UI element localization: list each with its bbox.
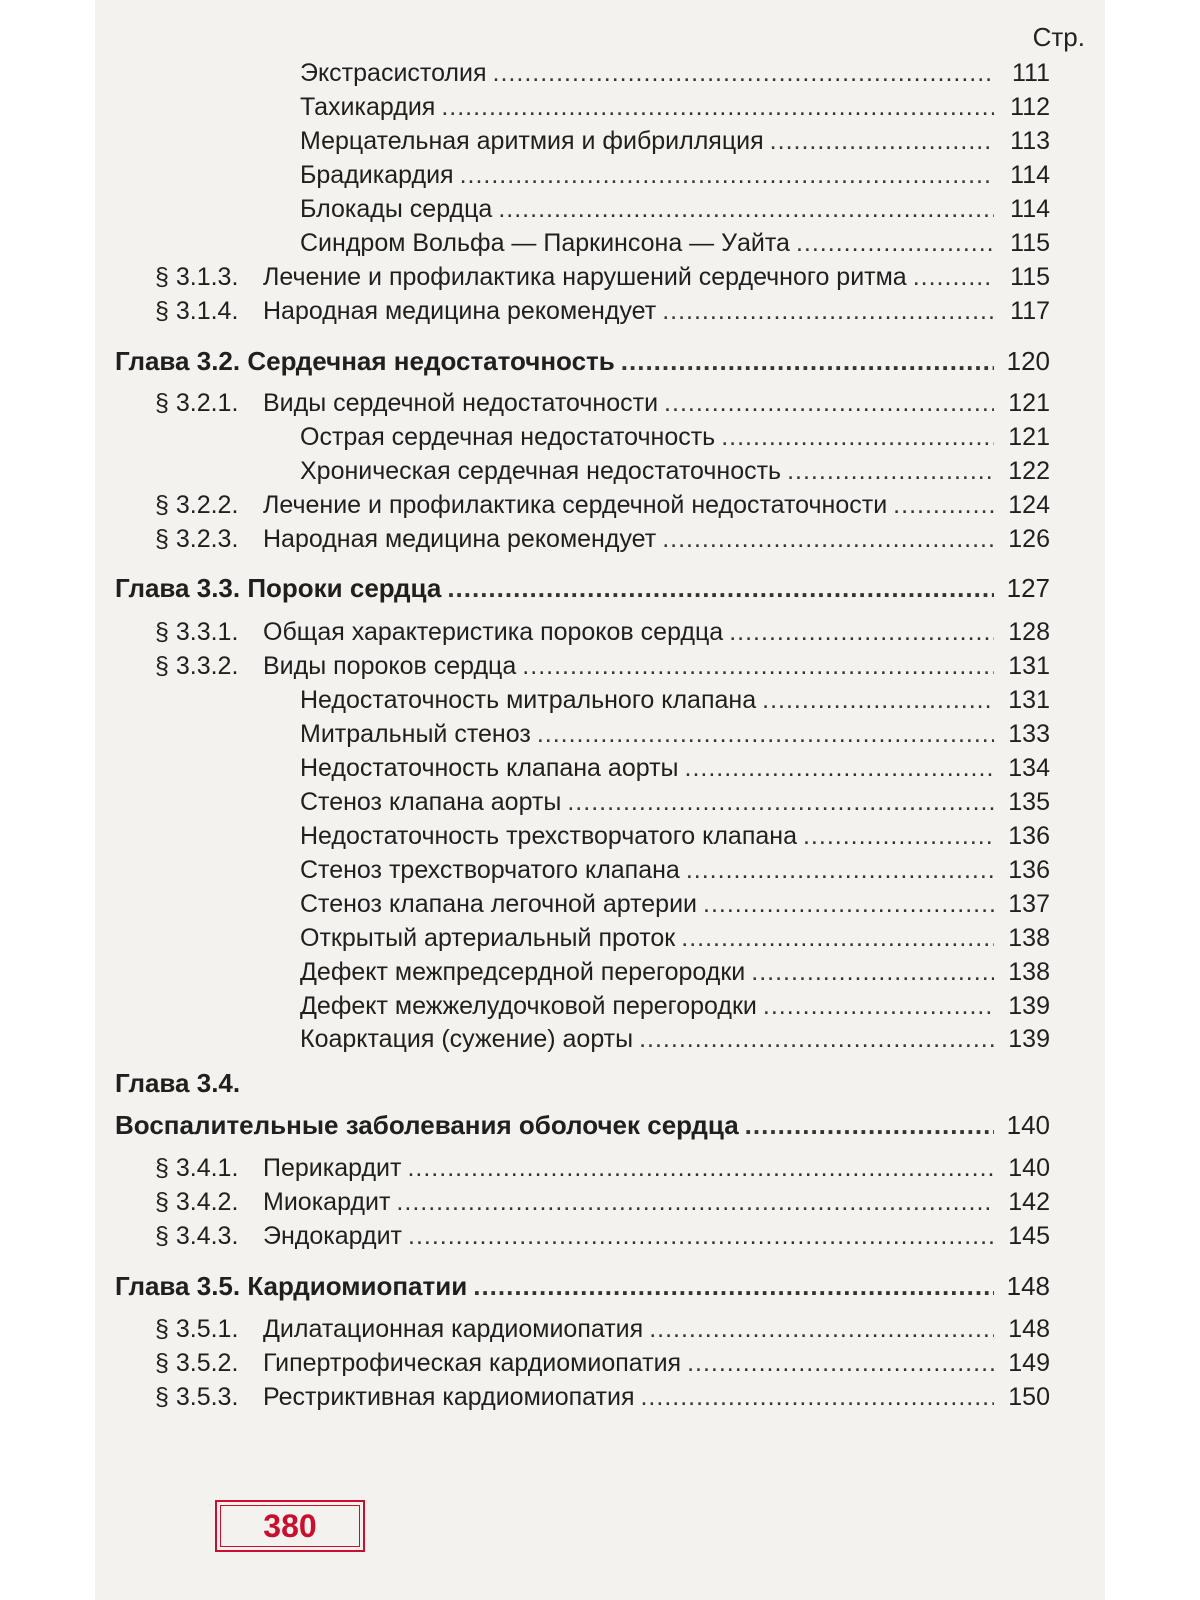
dot-leader	[640, 1380, 994, 1414]
toc-entry-title: Тахикардия	[300, 93, 436, 121]
toc-page-number: 138	[1008, 924, 1050, 952]
toc-entry-title: Глава 3.4.	[115, 1068, 241, 1098]
dot-leader	[770, 124, 994, 158]
toc-page-number: 140	[1008, 1154, 1050, 1182]
toc-subsection-row	[300, 955, 1050, 989]
toc-section-row	[155, 522, 1050, 556]
toc-entry-title: Синдром Вольфа — Паркинсона — Уайта	[300, 229, 790, 257]
dot-leader	[649, 1312, 994, 1346]
toc-page-number: 115	[1010, 229, 1050, 257]
toc-section-number: § 3.4.2.	[155, 1188, 239, 1216]
toc-page-number: 122	[1008, 457, 1050, 485]
toc-entry-title: Глава 3.2. Сердечная недостаточность	[115, 346, 615, 376]
toc-page-number: 136	[1008, 822, 1050, 850]
page-number-badge	[215, 1500, 365, 1552]
dot-leader	[751, 955, 994, 989]
toc-section-number: § 3.5.3.	[155, 1383, 239, 1411]
dot-leader	[441, 90, 994, 124]
toc-entry-title: Стеноз трехстворчатого клапана	[300, 856, 680, 884]
toc-section-row	[155, 260, 1050, 294]
toc-entry-title: Мерцательная аритмия и фибрилляция	[300, 127, 764, 155]
toc-page-number: 136	[1008, 856, 1050, 884]
toc-section-number: § 3.3.1.	[155, 618, 239, 646]
toc-subsection-row	[300, 819, 1050, 853]
toc-page-number: 112	[1010, 93, 1050, 121]
toc-subsection-row	[300, 785, 1050, 819]
toc-entry-title: Дефект межпредсердной перегородки	[300, 958, 746, 986]
toc-entry-title: Брадикардия	[300, 161, 454, 189]
toc-section-row	[155, 386, 1050, 420]
toc-chapter-row	[115, 344, 1050, 378]
dot-leader	[447, 571, 994, 605]
toc-page-number: 140	[1006, 1110, 1050, 1140]
toc-entry-title: Острая сердечная недостаточность	[300, 423, 716, 451]
toc-subsection-row	[300, 989, 1050, 1023]
dot-leader	[913, 260, 994, 294]
toc-section-number: § 3.4.1.	[155, 1154, 239, 1182]
toc-page-number: 142	[1008, 1188, 1050, 1216]
toc-chapter-row	[115, 571, 1050, 605]
toc-page-number: 148	[1008, 1315, 1050, 1343]
dot-leader	[522, 649, 994, 683]
dot-leader	[662, 294, 994, 328]
dot-leader	[703, 887, 994, 921]
toc-entry-title: Дилатационная кардиомиопатия	[263, 1315, 644, 1343]
dot-leader	[787, 454, 994, 488]
toc-section-row	[155, 615, 1050, 649]
toc-page-number: 127	[1006, 573, 1050, 603]
dot-leader	[664, 386, 994, 420]
toc-page-number: 128	[1008, 618, 1050, 646]
dot-leader	[686, 853, 994, 887]
toc-entry-title: Народная медицина рекомендует	[263, 525, 657, 553]
toc-entry-title: Глава 3.3. Пороки сердца	[115, 573, 442, 603]
dot-leader	[687, 1346, 994, 1380]
dot-leader	[762, 683, 994, 717]
page-number: 380	[263, 1507, 317, 1544]
toc-page-number: 135	[1008, 788, 1050, 816]
dot-leader	[567, 785, 994, 819]
toc-chapter-row	[115, 1269, 1050, 1303]
toc-entry-title: Лечение и профилактика нарушений сердечного ритма	[263, 263, 907, 291]
toc-page-number: 121	[1008, 423, 1050, 451]
toc-section-number: § 3.2.2.	[155, 491, 239, 519]
toc-subsection-row	[300, 192, 1050, 226]
toc-page-number: 139	[1008, 1025, 1050, 1053]
toc-section-number: § 3.2.1.	[155, 389, 239, 417]
toc-page-number: 138	[1008, 958, 1050, 986]
toc-subsection-row	[300, 90, 1050, 124]
dot-leader	[721, 420, 994, 454]
toc-subsection-row	[300, 751, 1050, 785]
dot-leader	[893, 488, 994, 522]
toc-section-number: § 3.3.2.	[155, 652, 239, 680]
toc-section-row	[155, 1346, 1050, 1380]
dot-leader	[408, 1219, 994, 1253]
toc-page-number: 120	[1006, 346, 1050, 376]
toc-page-number: 111	[1011, 59, 1050, 87]
toc-subsection-row	[300, 717, 1050, 751]
toc-page-number: 145	[1008, 1222, 1050, 1250]
book-page	[95, 0, 1105, 1600]
toc-subsection-row	[300, 887, 1050, 921]
toc-page-number: 114	[1010, 161, 1050, 189]
toc-entry-title: Экстрасистолия	[300, 59, 487, 87]
dot-leader	[493, 56, 994, 90]
toc-page-number: 131	[1008, 652, 1050, 680]
toc-chapter-heading	[115, 1066, 1050, 1100]
toc-page-number: 137	[1008, 890, 1050, 918]
toc-section-number: § 3.4.3.	[155, 1222, 239, 1250]
dot-leader	[498, 192, 994, 226]
toc-section-number: § 3.2.3.	[155, 525, 239, 553]
toc-page-number: 148	[1006, 1271, 1050, 1301]
toc-page-number: 150	[1008, 1383, 1050, 1411]
toc-entry-title: Митральный стеноз	[300, 720, 531, 748]
toc-page-number: 139	[1008, 992, 1050, 1020]
toc-entry-title: Глава 3.5. Кардиомиопатии	[115, 1271, 468, 1301]
toc-section-number: § 3.1.3.	[155, 263, 239, 291]
toc-entry-title: Открытый артериальный проток	[300, 924, 676, 952]
dot-leader	[396, 1185, 994, 1219]
dot-leader	[745, 1108, 994, 1142]
dot-leader	[407, 1151, 994, 1185]
toc-page-number: 131	[1008, 686, 1050, 714]
toc-subsection-row	[300, 420, 1050, 454]
dot-leader	[621, 344, 994, 378]
dot-leader	[763, 989, 994, 1023]
toc-page-number: 113	[1010, 127, 1050, 155]
toc-entry-title: Воспалительные заболевания оболочек сердца	[115, 1110, 739, 1140]
toc-subsection-row	[300, 124, 1050, 158]
dot-leader	[796, 226, 994, 260]
toc-entry-title: Виды пороков сердца	[263, 652, 517, 680]
dot-leader	[662, 522, 994, 556]
dot-leader	[729, 615, 994, 649]
toc-entry-title: Недостаточность трехстворчатого клапана	[300, 822, 797, 850]
toc-entry-title: Недостаточность митрального клапана	[300, 686, 757, 714]
toc-entry-title: Недостаточность клапана аорты	[300, 754, 679, 782]
toc-section-number: § 3.5.2.	[155, 1349, 239, 1377]
toc-entry-title: Перикардит	[263, 1154, 402, 1182]
toc-page-number: 149	[1008, 1349, 1050, 1377]
toc-page-number: 114	[1010, 195, 1050, 223]
toc-page-number: 117	[1010, 297, 1050, 325]
toc-section-row	[155, 488, 1050, 522]
toc-page-number: 121	[1008, 389, 1050, 417]
toc-subsection-row	[300, 454, 1050, 488]
toc-subsection-row	[300, 1022, 1050, 1056]
toc-entry-title: Народная медицина рекомендует	[263, 297, 657, 325]
toc-subsection-row	[300, 921, 1050, 955]
toc-page-number: 124	[1008, 491, 1050, 519]
toc-page-number: 115	[1010, 263, 1050, 291]
toc-entry-title: Хроническая сердечная недостаточность	[300, 457, 782, 485]
toc-subsection-row	[300, 853, 1050, 887]
toc-section-number: § 3.5.1.	[155, 1315, 239, 1343]
toc-section-row	[155, 1312, 1050, 1346]
toc-page-number: 133	[1008, 720, 1050, 748]
dot-leader	[537, 717, 994, 751]
toc-entry-title: Гипертрофическая кардиомиопатия	[263, 1349, 682, 1377]
toc-subsection-row	[300, 226, 1050, 260]
toc-entry-title: Лечение и профилактика сердечной недостаточности	[263, 491, 888, 519]
toc-section-row	[155, 1151, 1050, 1185]
dot-leader	[685, 751, 995, 785]
toc-entry-title: Эндокардит	[263, 1222, 402, 1250]
toc-chapter-row	[115, 1108, 1050, 1142]
toc-section-row	[155, 1185, 1050, 1219]
toc-entry-title: Коарктация (сужение) аорты	[300, 1025, 634, 1053]
page-column-label: Стр.	[1032, 22, 1085, 52]
toc-subsection-row	[300, 56, 1050, 90]
toc-entry-title: Блокады сердца	[300, 195, 493, 223]
toc-page-number: 134	[1008, 754, 1050, 782]
dot-leader	[473, 1269, 994, 1303]
table-of-contents	[95, 0, 1105, 1600]
toc-section-row	[155, 649, 1050, 683]
toc-entry-title: Стеноз клапана легочной артерии	[300, 890, 697, 918]
toc-entry-title: Рестриктивная кардиомиопатия	[263, 1383, 635, 1411]
toc-section-row	[155, 1380, 1050, 1414]
toc-page-number: 126	[1008, 525, 1050, 553]
toc-section-row	[155, 1219, 1050, 1253]
toc-subsection-row	[300, 158, 1050, 192]
toc-subsection-row	[300, 683, 1050, 717]
dot-leader	[681, 921, 994, 955]
toc-entry-title: Дефект межжелудочковой перегородки	[300, 992, 757, 1020]
toc-entry-title: Виды сердечной недостаточности	[263, 389, 659, 417]
toc-section-row	[155, 294, 1050, 328]
dot-leader	[639, 1022, 994, 1056]
dot-leader	[803, 819, 994, 853]
toc-entry-title: Общая характеристика пороков сердца	[263, 618, 724, 646]
toc-entry-title: Миокардит	[263, 1188, 391, 1216]
dot-leader	[460, 158, 994, 192]
toc-entry-title: Стеноз клапана аорты	[300, 788, 562, 816]
toc-section-number: § 3.1.4.	[155, 297, 239, 325]
